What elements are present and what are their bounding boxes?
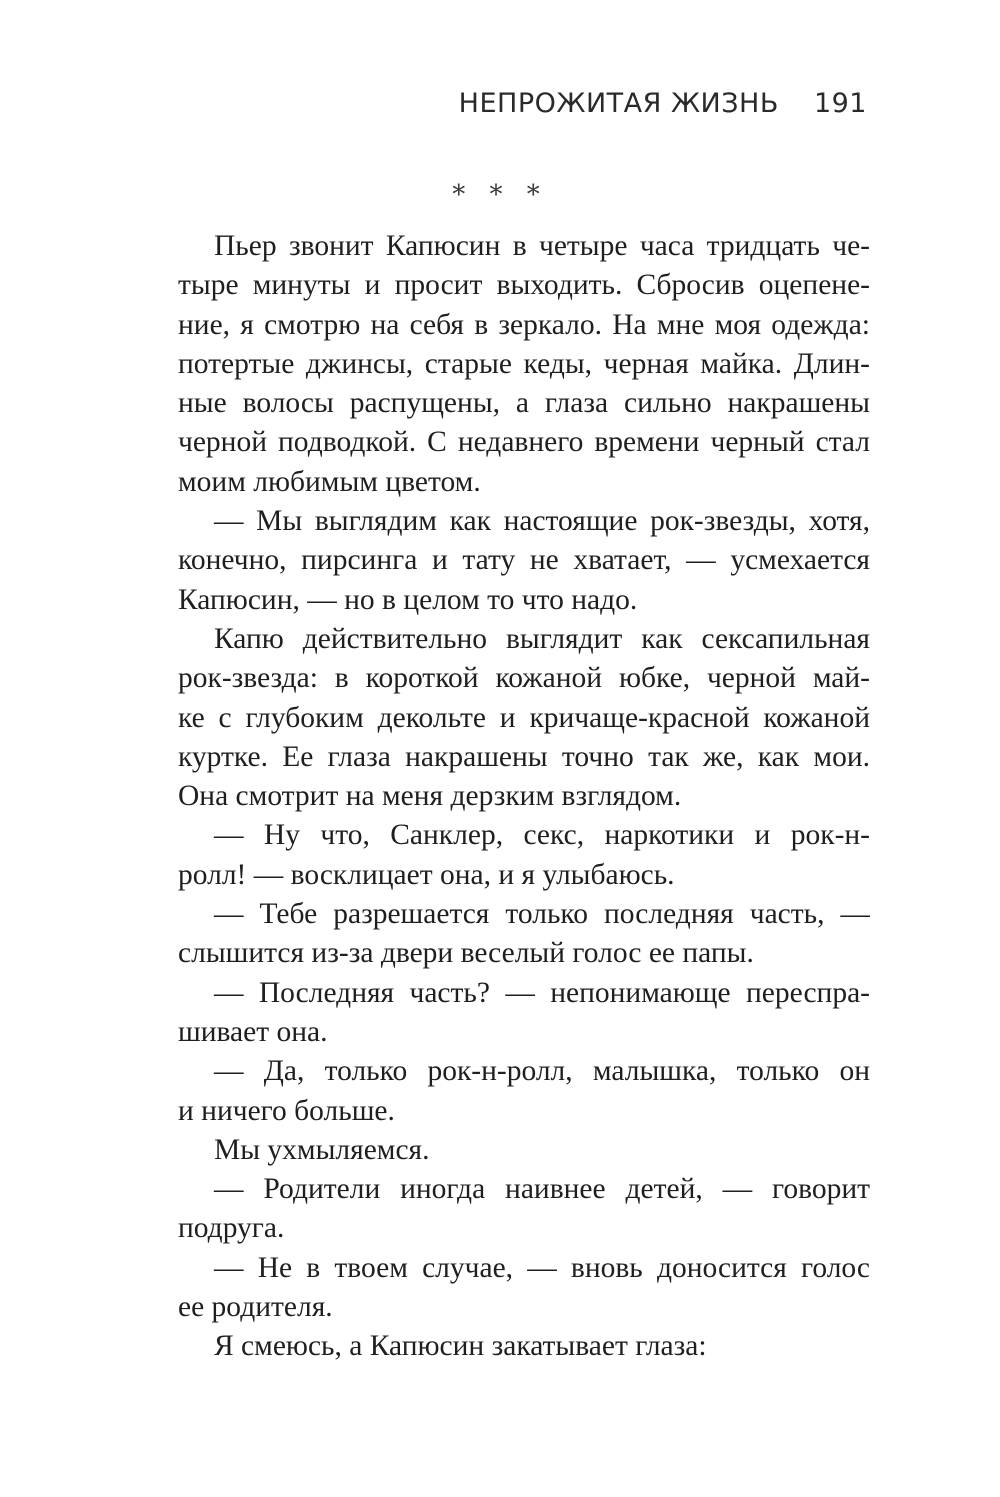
text-line: Она смотрит на меня дерзким взглядом. — [178, 780, 682, 813]
text-line: и ничего больше. — [178, 1094, 395, 1127]
page-number: 191 — [813, 88, 867, 119]
text-line: — Да, только рок-н-ролл, малышка, только он — [214, 1055, 870, 1088]
text-line: черной подводкой. С недавнего времени черный стал — [178, 426, 870, 459]
text-line: Я смеюсь, а Капюсин закатывает глаза: — [214, 1330, 707, 1363]
text-line: ке с глубоким декольте и кричаще-красной кожаной — [178, 701, 870, 734]
text-line: ее родителя. — [178, 1291, 333, 1324]
text-line: — Последняя часть? — непонимающе переспра- — [214, 976, 870, 1009]
text-line: тыре минуты и просит выходить. Сбросив оцепене- — [178, 269, 870, 302]
text-line: Капю действительно выглядит как сексапильная — [214, 622, 870, 655]
chapter-title: НЕПРОЖИТАЯ ЖИЗНЬ — [458, 88, 779, 119]
text-line: — Родители иногда наивнее детей, — говорит — [214, 1173, 870, 1206]
text-line: ные волосы распущены, а глаза сильно накрашены — [178, 387, 870, 420]
text-line: шивает она. — [178, 1015, 328, 1048]
text-line: — Ну что, Санклер, секс, наркотики и рок-н- — [214, 819, 870, 852]
text-line: — Тебе разрешается только последняя часть, — — [214, 898, 870, 931]
section-separator: * * * — [452, 180, 548, 210]
text-line: моим любимым цветом. — [178, 465, 481, 498]
body-text — [178, 227, 870, 1367]
text-line: подруга. — [178, 1212, 285, 1245]
text-line: Мы ухмыляемся. — [214, 1133, 430, 1166]
running-head — [459, 88, 867, 119]
text-line: потертые джинсы, старые кеды, черная майка. Длин- — [178, 347, 870, 380]
text-line: Капюсин, — но в целом то что надо. — [178, 583, 638, 616]
text-line: ние, я смотрю на себя в зеркало. На мне моя одежда: — [178, 308, 870, 341]
text-line: Пьер звонит Капюсин в четыре часа тридцать че- — [214, 230, 870, 262]
text-line: — Мы выглядим как настоящие рок-звезды, хотя, — [214, 505, 870, 538]
text-line: ролл! — восклицает она, и я улыбаюсь. — [178, 858, 675, 891]
text-line: — Не в твоем случае, — вновь доносится голос — [214, 1251, 870, 1284]
text-line: слышится из-за двери веселый голос ее папы. — [178, 937, 754, 970]
text-line: конечно, пирсинга и тату не хватает, — усмехается — [178, 544, 870, 577]
text-line: рок-звезда: в короткой кожаной юбке, черной май- — [178, 662, 870, 695]
text-line: куртке. Ее глаза накрашены точно так же, как мои. — [178, 740, 870, 773]
